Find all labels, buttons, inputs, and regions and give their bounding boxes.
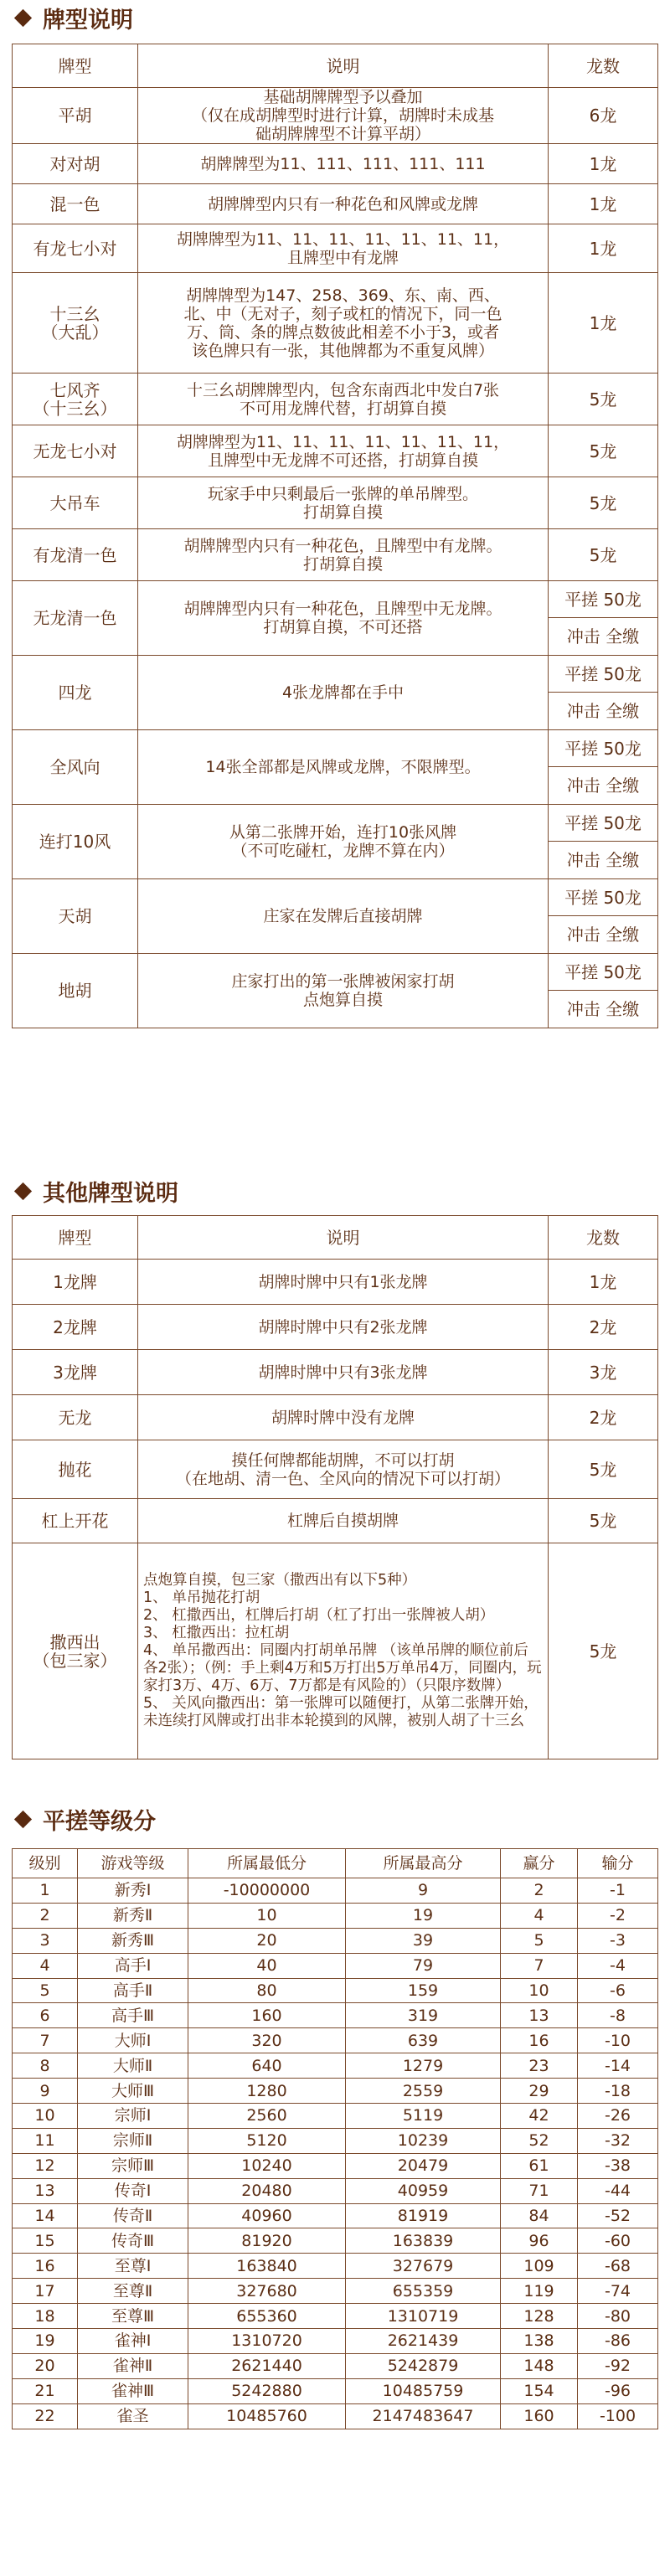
table-cell: 5: [501, 1928, 578, 1953]
table-cell: 4: [13, 1953, 78, 1978]
table-cell: 655360: [188, 2304, 346, 2329]
cell-score-rush: 冲击 全缴: [549, 991, 658, 1028]
table-cell: 52: [501, 2128, 578, 2153]
table-cell: 10239: [346, 2128, 501, 2153]
cell-score-rush: 冲击 全缴: [549, 618, 658, 656]
table-row: [13, 2329, 658, 2354]
section-title-levels: [12, 1803, 156, 1835]
header-type: 牌型: [13, 1216, 138, 1260]
cell-score: 6龙: [549, 88, 658, 144]
table-cell: 20: [13, 2353, 78, 2378]
header-cell: 输分: [578, 1849, 658, 1878]
table-row: [13, 730, 658, 767]
table-cell: -2: [578, 1903, 658, 1928]
table-cell: 9: [346, 1878, 501, 1904]
table-cell: 84: [501, 2203, 578, 2228]
table-cell: 5: [13, 1978, 78, 2003]
table-cell: 5119: [346, 2104, 501, 2129]
cell-desc: 基础胡牌牌型予以叠加 （仅在成胡牌型时进行计算，胡牌时未成基 础胡牌牌型不计算平胡）: [138, 88, 549, 144]
table-cell: 至尊Ⅱ: [78, 2279, 188, 2304]
table-cell: 40959: [346, 2178, 501, 2203]
table-header-row: [13, 44, 658, 88]
header-desc: 说明: [138, 44, 549, 88]
header-cell: 级别: [13, 1849, 78, 1878]
table-cell: 10: [13, 2104, 78, 2129]
table-cell: 163839: [346, 2228, 501, 2254]
table-cell: 80: [188, 1978, 346, 2003]
table-cell: 18: [13, 2304, 78, 2329]
table-cell: 327679: [346, 2254, 501, 2279]
table-cell: 9: [13, 2079, 78, 2104]
cell-score-rush: 冲击 全缴: [549, 693, 658, 730]
header-cell: 赢分: [501, 1849, 578, 1878]
table-row: [13, 477, 658, 529]
table-header-row: [13, 1849, 658, 1878]
cell-type: 天胡: [13, 879, 138, 954]
table-cell: 23: [501, 2053, 578, 2079]
table-cell: 2: [13, 1903, 78, 1928]
cell-desc: 胡牌牌型为11、111、111、111、111: [138, 144, 549, 184]
table-cell: 10: [188, 1903, 346, 1928]
level-score-table: [12, 1848, 658, 2429]
cell-score: 2龙: [549, 1305, 658, 1350]
cell-type: 有龙七小对: [13, 224, 138, 273]
cell-desc: 十三幺胡牌牌型内，包含东南西北中发白7张 不可用龙牌代替，打胡算自摸: [138, 374, 549, 425]
cell-desc: 胡牌牌型内只有一种花色和风牌或龙牌: [138, 184, 549, 224]
table-cell: 148: [501, 2353, 578, 2378]
header-score: 龙数: [549, 1216, 658, 1260]
table-cell: 138: [501, 2329, 578, 2354]
cell-desc: 胡牌时牌中只有1张龙牌: [138, 1260, 549, 1305]
cell-type: 无龙: [13, 1395, 138, 1440]
cell-score-flat: 平搓 50龙: [549, 656, 658, 693]
table-cell: -38: [578, 2153, 658, 2178]
diamond-bullet-icon: [14, 1810, 32, 1827]
table-cell: 163840: [188, 2254, 346, 2279]
table-cell: 61: [501, 2153, 578, 2178]
table-cell: 宗师Ⅱ: [78, 2128, 188, 2153]
table-cell: -86: [578, 2329, 658, 2354]
table-cell: 雀神Ⅱ: [78, 2353, 188, 2378]
cell-desc: 胡牌时牌中只有3张龙牌: [138, 1350, 549, 1395]
table-row: [13, 224, 658, 273]
table-cell: 1310720: [188, 2329, 346, 2354]
table-cell: 大师Ⅰ: [78, 2028, 188, 2053]
table-cell: 1: [13, 1878, 78, 1904]
table-cell: 至尊Ⅰ: [78, 2254, 188, 2279]
cell-desc: 4张龙牌都在手中: [138, 656, 549, 730]
table-cell: 传奇Ⅲ: [78, 2228, 188, 2254]
cell-type: 全风向: [13, 730, 138, 805]
table-cell: 新秀Ⅱ: [78, 1903, 188, 1928]
table-row: [13, 2353, 658, 2378]
cell-type: 抛花: [13, 1440, 138, 1499]
table-cell: 40: [188, 1953, 346, 1978]
table-cell: 11: [13, 2128, 78, 2153]
table-cell: 160: [188, 2003, 346, 2028]
table-cell: 新秀Ⅲ: [78, 1928, 188, 1953]
table-cell: -4: [578, 1953, 658, 1978]
table-cell: -10: [578, 2028, 658, 2053]
table-cell: 319: [346, 2003, 501, 2028]
table-cell: 2147483647: [346, 2403, 501, 2429]
table-cell: 20: [188, 1928, 346, 1953]
table-cell: -44: [578, 2178, 658, 2203]
cell-type: 无龙清一色: [13, 581, 138, 656]
table-cell: 大师Ⅲ: [78, 2079, 188, 2104]
cell-score-flat: 平搓 50龙: [549, 730, 658, 767]
header-cell: 所属最低分: [188, 1849, 346, 1878]
table-row: [13, 88, 658, 144]
table-cell: 2621439: [346, 2329, 501, 2354]
table-cell: 320: [188, 2028, 346, 2053]
header-type: 牌型: [13, 44, 138, 88]
table-cell: 14: [13, 2203, 78, 2228]
table-cell: 宗师Ⅲ: [78, 2153, 188, 2178]
cell-score-flat: 平搓 50龙: [549, 954, 658, 991]
table-cell: 327680: [188, 2279, 346, 2304]
table-row: [13, 1305, 658, 1350]
table-cell: -14: [578, 2053, 658, 2079]
cell-desc: 胡牌牌型为11、11、11、11、11、11、11， 且牌型中无龙牌不可还搭，打胡算自摸: [138, 425, 549, 477]
table-row: [13, 581, 658, 618]
table-cell: 2: [501, 1878, 578, 1904]
table-cell: 宗师Ⅰ: [78, 2104, 188, 2129]
table-cell: 1280: [188, 2079, 346, 2104]
table-cell: 12: [13, 2153, 78, 2178]
table-row: [13, 2304, 658, 2329]
cell-score: 1龙: [549, 273, 658, 374]
table-cell: -3: [578, 1928, 658, 1953]
table-row: [13, 2279, 658, 2304]
table-cell: -8: [578, 2003, 658, 2028]
cell-type: 1龙牌: [13, 1260, 138, 1305]
table-row: [13, 2128, 658, 2153]
table-row: [13, 273, 658, 374]
table-cell: 5242879: [346, 2353, 501, 2378]
cell-type: 十三幺 （大乱）: [13, 273, 138, 374]
table-row: [13, 1543, 658, 1759]
cell-type: 连打10风: [13, 805, 138, 879]
table-row: [13, 2228, 658, 2254]
table-cell: -18: [578, 2079, 658, 2104]
diamond-bullet-icon: [14, 8, 32, 26]
cell-type: 有龙清一色: [13, 529, 138, 581]
cell-desc: 胡牌时牌中只有2张龙牌: [138, 1305, 549, 1350]
table-cell: 新秀Ⅰ: [78, 1878, 188, 1904]
table-cell: 高手Ⅲ: [78, 2003, 188, 2028]
table-cell: -74: [578, 2279, 658, 2304]
table-row: [13, 1953, 658, 1978]
table-row: [13, 2079, 658, 2104]
table-cell: 640: [188, 2053, 346, 2079]
header-score: 龙数: [549, 44, 658, 88]
table-cell: 119: [501, 2279, 578, 2304]
cell-score: 5龙: [549, 1499, 658, 1543]
table-cell: 22: [13, 2403, 78, 2429]
table-cell: 5120: [188, 2128, 346, 2153]
cell-desc: 杠牌后自摸胡牌: [138, 1499, 549, 1543]
table-cell: 雀神Ⅰ: [78, 2329, 188, 2354]
cell-desc: 玩家手中只剩最后一张牌的单吊牌型。 打胡算自摸: [138, 477, 549, 529]
table-cell: 16: [501, 2028, 578, 2053]
table-cell: 高手Ⅰ: [78, 1953, 188, 1978]
table-row: [13, 805, 658, 842]
table-cell: 10: [501, 1978, 578, 2003]
cell-type: 平胡: [13, 88, 138, 144]
table-cell: -6: [578, 1978, 658, 2003]
table-cell: -80: [578, 2304, 658, 2329]
table-row: [13, 1903, 658, 1928]
table-cell: 71: [501, 2178, 578, 2203]
cell-desc: 胡牌时牌中没有龙牌: [138, 1395, 549, 1440]
table-cell: 高手Ⅱ: [78, 1978, 188, 2003]
table-cell: -60: [578, 2228, 658, 2254]
table-header-row: [13, 1216, 658, 1260]
table-cell: 79: [346, 1953, 501, 1978]
table-cell: 雀圣: [78, 2403, 188, 2429]
table-cell: 13: [13, 2178, 78, 2203]
table-row: [13, 879, 658, 916]
table-row: [13, 374, 658, 425]
table-cell: 81920: [188, 2228, 346, 2254]
table-row: [13, 656, 658, 693]
table-row: [13, 2178, 658, 2203]
cell-desc: 摸任何牌都能胡牌，不可以打胡 （在地胡、清一色、全风向的情况下可以打胡）: [138, 1440, 549, 1499]
table-row: [13, 1499, 658, 1543]
table-cell: 655359: [346, 2279, 501, 2304]
table-cell: -32: [578, 2128, 658, 2153]
cell-type: 杠上开花: [13, 1499, 138, 1543]
table-row: [13, 184, 658, 224]
table-cell: 20480: [188, 2178, 346, 2203]
cell-desc: 胡牌牌型为11、11、11、11、11、11、11， 且牌型中有龙牌: [138, 224, 549, 273]
table-cell: 2621440: [188, 2353, 346, 2378]
cell-type: 对对胡: [13, 144, 138, 184]
table-row: [13, 1260, 658, 1305]
table-cell: -10000000: [188, 1878, 346, 1904]
cell-type: 七风齐 （十三幺）: [13, 374, 138, 425]
table-row: [13, 2053, 658, 2079]
cell-type: 2龙牌: [13, 1305, 138, 1350]
cell-score: 1龙: [549, 224, 658, 273]
table-row: [13, 2028, 658, 2053]
table-cell: 19: [13, 2329, 78, 2354]
table-cell: -68: [578, 2254, 658, 2279]
cell-score: 5龙: [549, 477, 658, 529]
table-row: [13, 1350, 658, 1395]
table-cell: 雀神Ⅲ: [78, 2378, 188, 2403]
cell-score: 1龙: [549, 144, 658, 184]
cell-score: 5龙: [549, 1440, 658, 1499]
table-cell: 2560: [188, 2104, 346, 2129]
table-cell: -92: [578, 2353, 658, 2378]
table-cell: 109: [501, 2254, 578, 2279]
cell-type: 混一色: [13, 184, 138, 224]
cell-desc: 14张全部都是风牌或龙牌，不限牌型。: [138, 730, 549, 805]
cell-type: 无龙七小对: [13, 425, 138, 477]
table-cell: 7: [13, 2028, 78, 2053]
cell-desc: 胡牌牌型内只有一种花色，且牌型中无龙牌。 打胡算自摸，不可还搭: [138, 581, 549, 656]
table-cell: 160: [501, 2403, 578, 2429]
table-row: [13, 1928, 658, 1953]
table-cell: -100: [578, 2403, 658, 2429]
cell-score: 1龙: [549, 184, 658, 224]
table-cell: 10485759: [346, 2378, 501, 2403]
cell-type: 撒西出 （包三家）: [13, 1543, 138, 1759]
table-cell: -1: [578, 1878, 658, 1904]
table-cell: 81919: [346, 2203, 501, 2228]
cell-score-flat: 平搓 50龙: [549, 581, 658, 618]
table-cell: 39: [346, 1928, 501, 1953]
table-cell: 6: [13, 2003, 78, 2028]
table-row: [13, 2254, 658, 2279]
other-types-table: [12, 1215, 658, 1759]
table-cell: 21: [13, 2378, 78, 2403]
cell-score-flat: 平搓 50龙: [549, 879, 658, 916]
table-cell: 639: [346, 2028, 501, 2053]
table-cell: 16: [13, 2254, 78, 2279]
table-cell: -52: [578, 2203, 658, 2228]
table-row: [13, 144, 658, 184]
table-cell: 128: [501, 2304, 578, 2329]
table-row: [13, 2378, 658, 2403]
table-cell: 159: [346, 1978, 501, 2003]
table-cell: 传奇Ⅰ: [78, 2178, 188, 2203]
section-title-text: 平搓等级分: [43, 1808, 156, 1835]
table-row: [13, 529, 658, 581]
cell-desc: 庄家在发牌后直接胡牌: [138, 879, 549, 954]
table-cell: 大师Ⅱ: [78, 2053, 188, 2079]
table-row: [13, 2153, 658, 2178]
table-row: [13, 2003, 658, 2028]
table-cell: 2559: [346, 2079, 501, 2104]
section-title-text: 牌型说明: [43, 7, 133, 33]
table-row: [13, 2203, 658, 2228]
table-row: [13, 1878, 658, 1904]
header-desc: 说明: [138, 1216, 549, 1260]
hand-types-table: [12, 44, 658, 1028]
diamond-bullet-icon: [14, 1182, 32, 1199]
table-cell: 40960: [188, 2203, 346, 2228]
table-cell: 15: [13, 2228, 78, 2254]
table-row: [13, 2104, 658, 2129]
table-cell: 8: [13, 2053, 78, 2079]
cell-score-rush: 冲击 全缴: [549, 767, 658, 805]
table-cell: 96: [501, 2228, 578, 2254]
table-cell: 7: [501, 1953, 578, 1978]
table-row: [13, 1440, 658, 1499]
cell-type: 地胡: [13, 954, 138, 1028]
cell-desc: 胡牌牌型内只有一种花色，且牌型中有龙牌。 打胡算自摸: [138, 529, 549, 581]
table-cell: 3: [13, 1928, 78, 1953]
cell-score-rush: 冲击 全缴: [549, 916, 658, 954]
table-row: [13, 425, 658, 477]
table-cell: 4: [501, 1903, 578, 1928]
cell-score-rush: 冲击 全缴: [549, 842, 658, 879]
header-cell: 所属最高分: [346, 1849, 501, 1878]
table-cell: 19: [346, 1903, 501, 1928]
cell-score: 5龙: [549, 1543, 658, 1759]
cell-score: 3龙: [549, 1350, 658, 1395]
table-cell: 5242880: [188, 2378, 346, 2403]
cell-score: 5龙: [549, 425, 658, 477]
table-cell: -26: [578, 2104, 658, 2129]
cell-score: 5龙: [549, 374, 658, 425]
table-cell: 10240: [188, 2153, 346, 2178]
table-cell: 154: [501, 2378, 578, 2403]
cell-type: 3龙牌: [13, 1350, 138, 1395]
table-cell: -96: [578, 2378, 658, 2403]
cell-desc: 胡牌牌型为147、258、369、东、南、西、 北、中（无对子，刻子或杠的情况下，同一色 万、筒、条的牌点数彼此相差不小于3，或者 该色牌只有一张，其他牌都为不重复风牌）: [138, 273, 549, 374]
cell-score: 1龙: [549, 1260, 658, 1305]
table-cell: 传奇Ⅱ: [78, 2203, 188, 2228]
table-cell: 13: [501, 2003, 578, 2028]
table-cell: 1279: [346, 2053, 501, 2079]
cell-score-flat: 平搓 50龙: [549, 805, 658, 842]
cell-type: 四龙: [13, 656, 138, 730]
cell-score: 5龙: [549, 529, 658, 581]
cell-desc: 庄家打出的第一张牌被闲家打胡 点炮算自摸: [138, 954, 549, 1028]
header-cell: 游戏等级: [78, 1849, 188, 1878]
table-row: [13, 1978, 658, 2003]
table-cell: 1310719: [346, 2304, 501, 2329]
table-row: [13, 1395, 658, 1440]
table-cell: 20479: [346, 2153, 501, 2178]
section-title-hand-types: [12, 2, 133, 33]
section-title-text: 其他牌型说明: [43, 1180, 178, 1207]
cell-score: 2龙: [549, 1395, 658, 1440]
table-cell: 42: [501, 2104, 578, 2129]
cell-desc: 从第二张牌开始，连打10张风牌 （不可吃碰杠，龙牌不算在内）: [138, 805, 549, 879]
cell-desc: 点炮算自摸，包三家（撒西出有以下5种） 1、 单吊抛花打胡 2、 杠撒西出，杠牌后打胡（杠了打出一张牌被人胡） 3、 杠撒西出：拉杠胡 4、 单吊撒西出：同圈内打胡单吊牌 （该单吊牌的顺位前后各2张）；（例：手上剩4万和5万打出5万单吊4万，同圈内，玩家打3万、4万、6万、7万都是有风险的）（只限序数牌） 5、 关风向撒西出：第一张牌可以随便打，从第二张牌开始，未连续打风牌或打出非本轮摸到的风牌，被别人胡了十三幺: [138, 1543, 549, 1759]
table-row: [13, 954, 658, 991]
section-title-other-types: [12, 1174, 178, 1208]
table-cell: 17: [13, 2279, 78, 2304]
cell-type: 大吊车: [13, 477, 138, 529]
table-row: [13, 2403, 658, 2429]
table-cell: 29: [501, 2079, 578, 2104]
table-cell: 至尊Ⅲ: [78, 2304, 188, 2329]
table-cell: 10485760: [188, 2403, 346, 2429]
